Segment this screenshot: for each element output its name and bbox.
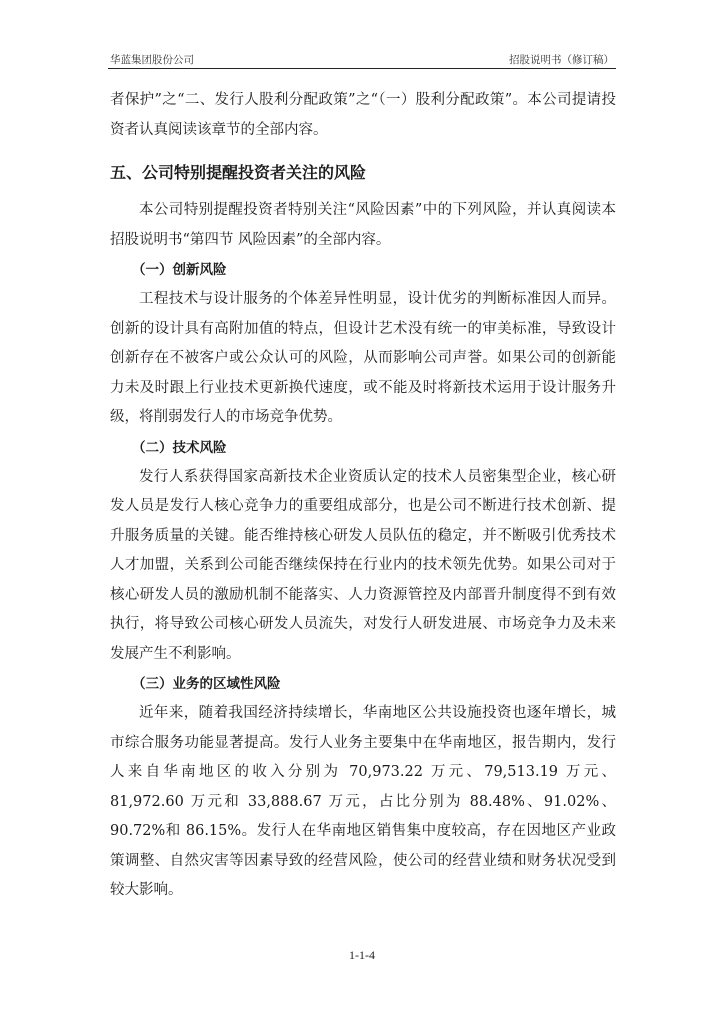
- header-company-name: 华蓝集团股份公司: [110, 54, 194, 66]
- risk-paragraph-regional: 近年来，随着我国经济持续增长，华南地区公共设施投资也逐年增长，城市综合服务功能显著提高。发行人业务主要集中在华南地区，报告期内，发行人来自华南地区的收入分别为 70,973.22 万元、79,513.19 万元、81,972.60 万元和 33,888.67 万元，占比分别为 88.48%、91.02%、90.72%和 86.15%。发行人在华南地区销售集中度较高，存在因地区产业政策调整、自然灾害等因素导致的经营风险，使公司的经营业绩和财务状况受到较大影响。: [110, 705, 616, 898]
- risk-paragraph-technology: 发行人系获得国家高新技术企业资质认定的技术人员密集型企业，核心研发人员是发行人核心竞争力的重要组成部分，也是公司不断进行技术创新、提升服务质量的关键。能否维持核心研发人员队伍的稳定，并不断吸引优秀技术人才加盟，关系到公司能否继续保持在行业内的技术领先优势。如果公司对于核心研发人员的激励机制不能落实、人力资源管控及内部晋升制度得不到有效执行，将导致公司核心研发人员流失，对发行人研发进展、市场竞争力及未来发展产生不利影响。: [110, 468, 616, 662]
- page-number: 1-1-4: [349, 948, 375, 962]
- risk-heading-innovation: （一）创新风险: [132, 262, 227, 278]
- section-paragraph: 本公司特别提醒投资者特别关注“风险因素”中的下列风险，并认真阅读本招股说明书“第四节 风险因素”的全部内容。: [110, 202, 616, 248]
- risk-heading-regional: （三）业务的区域性风险: [132, 676, 281, 692]
- header-divider: [108, 68, 616, 69]
- intro-paragraph: 者保护”之“二、发行人股利分配政策”之“（一）股利分配政策”。本公司提请投资者认真阅读该章节的全部内容。: [110, 92, 616, 138]
- page-content: [110, 86, 616, 906]
- risk-paragraph-innovation: 工程技术与设计服务的个体差异性明显，设计优劣的判断标准因人而异。创新的设计具有高附加值的特点，但设计艺术没有统一的审美标准，导致设计创新存在不被客户或公众认可的风险，从而影响公司声誉。如果公司的创新能力未及时跟上行业技术更新换代速度，或不能及时将新技术运用于设计服务升级，将削弱发行人的市场竞争优势。: [110, 291, 616, 425]
- page-header: [110, 52, 614, 68]
- header-document-title: 招股说明书（修订稿）: [509, 54, 614, 66]
- risk-heading-technology: （二）技术风险: [132, 439, 227, 456]
- section-heading: 五、公司特别提醒投资者关注的风险: [110, 163, 367, 182]
